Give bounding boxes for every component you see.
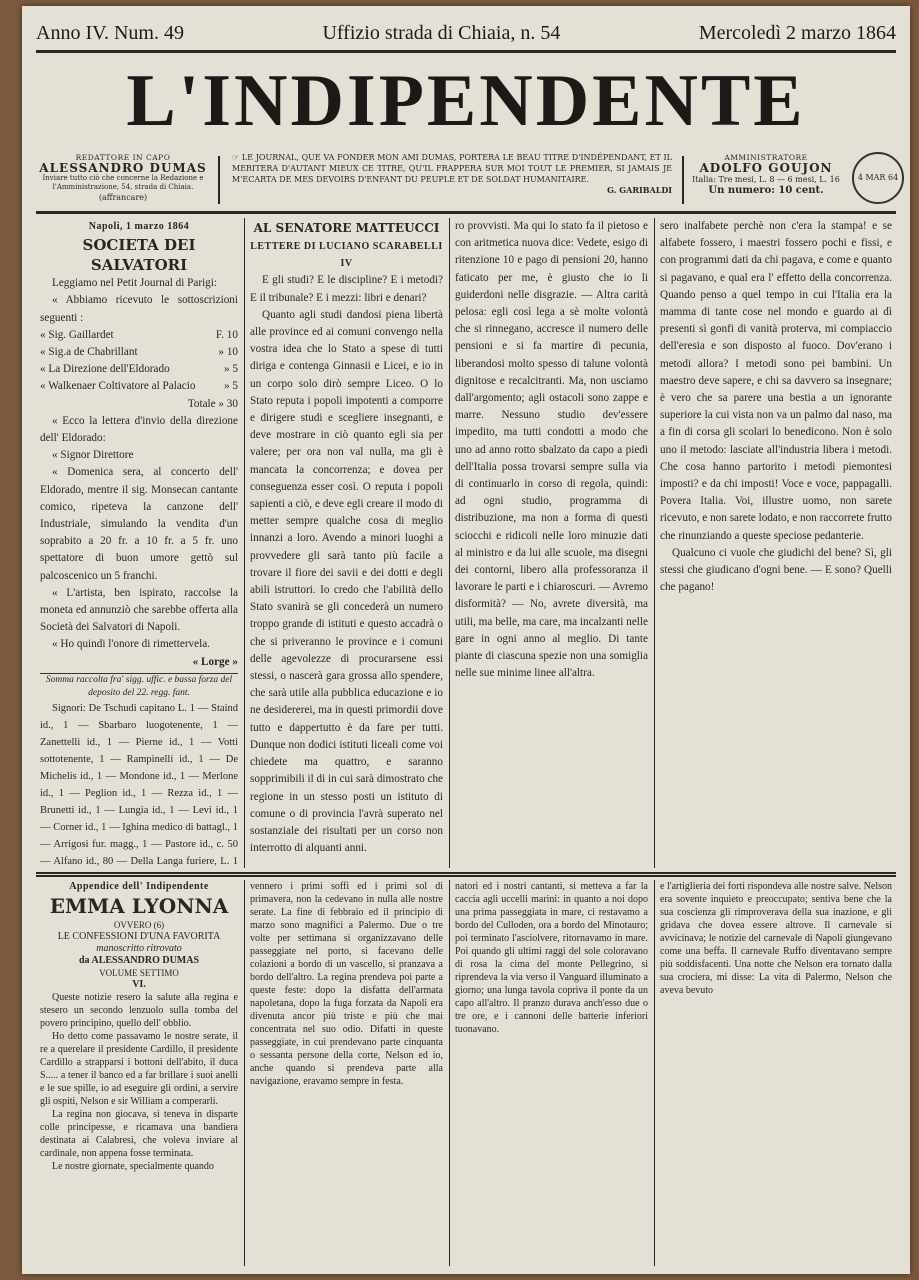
postal-stamp <box>852 152 904 204</box>
amount: » 5 <box>224 363 238 376</box>
paragraph: natori ed i nostri cantanti, si metteva a far la caccia agli uccelli marini: in quanto a noi dopo una prima passeggiata in mare, ci restavamo a bordo del Culloden, ora a bordo del Minotauro; poi terminato l'asciolvere, ritornavamo in mare. Poi quando gli ultimi raggi del sole coloravano di rosa la cima del monte Pellegrino, si riprendeva la via verso il Vanguard illuminato a giorno; una lunga tavola copriva il ponte da un capo all'altro. Il pranzo durava anch'esso due o tre ore, e i cannoni delle batterie inferiori tuonavano. <box>455 881 648 1035</box>
paragraph: « Signor Direttore <box>52 449 134 462</box>
paragraph: Quanto agli studi dandosi piena libertà alle province ed ai comuni convengo nella vostra idea che lo Stato a spese di tutti diriga e contenga Ginnasii e Licei, e io in un corpo solo dirò sempre Liceo. O lo Stato reputa i popoli impotenti a comporre e dirigere studi e scegliere insegnanti, e deve mostrare in ciò quanto egli sia per valere; per ora non val nulla, ma gli è mancata la concorrenza; e dovea per conseguenza esser così. O reputa i popoli sapienti a ciò, e deve egli creare il modo di metter sempre qualche cosa di meglio innanzi a loro. Avendo a minori luoghi a provvedere gli sarà tanto più facile a trovare il fiore dei savii e dei dotti e degli abili istruttori. Io credo che l'abilità dello Stato svanirà se gli concederà un numero troppo grande di istituti e questo accadrà o che si priveranno le province e i comuni delle agevolezze di procurarsene essi stessi, o nascerà gara grossa allo spendere, che sarà utile alla pubblica educazione e io ne desidererei, ma in questi primordii dove tutto e dappertutto è da fare per tutti. Dunque non dodici istituti liceali come voi chiedete ma quattro, e saranno sopprimibili il di in cui sarà dimostrato che regione in un stesso posti un istituto di comune o di provincia l'avrà superato nel sostanziale dei risultati per un corso non interrotto di alquanti anni. <box>250 308 443 855</box>
divider <box>218 156 220 204</box>
total: Totale » 30 <box>187 397 238 410</box>
editor-note2: (affrancare) <box>98 193 148 202</box>
paragraph: « Abbiamo ricevuto le sottoscrizioni seguenti : <box>40 294 238 324</box>
novel-subtitle: LE CONFESSIONI D'UNA FAVORITA <box>57 931 221 942</box>
paragraph: vennero i primi soffi ed i primi sol di primavera, non la cedevano in nulla alle nostre serate. La fine di febbraio ed il principio di marzo sono magnifici a Palermo. Due o tre volte per settimana si organizzavano delle passeggiate nel porto, si facevano delle colazioni a bordo di un vascello, si pranzava a bordo dell'altro. La regina prendeva poi parte a queste feste: dopo la disfatta dell'armata napoletana, dopo la fuga forzata da Napoli era divenuta ancor più triste e più che mai concentrata nel suo odio. Difatti in queste passeggiate, in cui prendevano parte cinquanta o sessanta persone della corte, Nelson ed io, anche quando si prendeva parte alla navigazione, eravamo sempre in festa. <box>250 881 443 1087</box>
stamp-text: 4 MAR 64 <box>857 173 899 182</box>
installment-number: (6) <box>153 920 165 930</box>
collection-title: Somma raccolta fra' sigg. uffic. e bassa forza del deposito del 22. regg. fant. <box>40 673 238 700</box>
subscriber: « La Direzione dell'Eldorado <box>40 363 170 376</box>
admin-name: ADOLFO GOUJON <box>699 161 833 175</box>
paragraph: Signori: De Tschudi capitano L. 1 — Staind id., 1 — Sbarbaro luogotenente, 1 — Zanettelli id., 1 — Pierne id., 1 — Votti sottotenente, 1 — Rampinelli id., 1 — De Michelis id., 1 — Mondone id., 1 — Merlone id., 1 — Peglion id., 1 — Rezza id., 1 — Brunetti id., 1 — Lungia id., 1 — Levi id., 1 — Corner id., 1 — Ighina medico di battagl., 1 — Arrigosi fur. magg., 1 — Pastore id., c. 50 — Alfano id., 80 — Della Langa furiere, L. 1 <box>40 702 238 867</box>
subscription-row <box>40 344 238 361</box>
subscription-row <box>40 378 238 395</box>
appendix-column-1 <box>34 880 244 1270</box>
paragraph: « Domenica sera, al concerto dell' Eldorado, mentre il sig. Monsecan cantante comico, ripeteva la canzone dell' Industriale, simulando la vendita d'un soprabito a 20 fr. a 10 fr. a 5 fr. uno spettatore di buon umore gettò sul palcoscenico un 5 franchi. <box>40 466 238 582</box>
paragraph: « Ho quindi l'onore di rimettervela. <box>52 638 210 651</box>
appendix-column-3 <box>449 880 654 1270</box>
issue-line <box>36 18 896 48</box>
quote-text: LE JOURNAL, QUE VA FONDER MON AMI DUMAS, PORTERA LE BEAU TITRE D'INDÉPENDANT, ET IL MERITERA D'AUTANT MIEUX CE TITRE, QU'IL FRAPPERA SUR MOI TOUT LE PREMIER, SI JAMAIS JE M'ECARTA DE MES DEVOIRS D'ENFANT DU PEUPLE ET DE SOLDAT HUMANITAIRE. <box>232 153 672 184</box>
appendix-divider <box>36 872 896 877</box>
paragraph: e l'artiglieria dei forti rispondeva alle nostre salve. Nelson era sovente inquieto e preoccupato; sentiva bene che la sua coscienza gli rimproverava della sua inazione, e gli gridava che dovea essere altrove. Il carnevale si avvicinava; le notizie del carnevale di Napoli giungevano come una beffa. Il carnevale Ruffo diventavano sempre più soddisfacenti. Una notte che Nelson era tornato dalla sua crociera, mi disse: La vita di Palermo, Nelson che aveva bevuto <box>660 881 892 996</box>
column-4 <box>654 218 898 870</box>
signature: « Lorge » <box>192 655 238 668</box>
amount: » 5 <box>224 380 238 393</box>
editor-name: ALESSANDRO DUMAS <box>39 161 207 175</box>
chapter-number: VI. <box>132 979 146 990</box>
newspaper-title: L'INDIPENDENTE <box>126 60 806 142</box>
single-copy-price: Un numero: 10 cent. <box>708 185 824 196</box>
paragraph: Qualcuno ci vuole che giudichi del bene? Sì, gli stessi che giudicano d'ogni bene. — E sono? Quelli che pagano! <box>660 546 892 594</box>
dateline: Napoli, 1 marzo 1864 <box>88 221 190 232</box>
subscription-price: Italia: Tre mesi, L. 8 — 6 mesi, L. 16 <box>692 175 840 184</box>
article-heading: AL SENATORE MATTEUCCI <box>253 221 440 235</box>
hand-pointer-icon: ☞ <box>232 153 242 162</box>
subscription-row <box>40 361 238 378</box>
paragraph: « Ecco la lettera d'invio della direzione dell' Eldorado: <box>40 414 238 445</box>
amount: F. 10 <box>215 328 238 341</box>
appendix-column-2 <box>244 880 449 1270</box>
office-address: Uffizio strada di Chiaia, n. 54 <box>322 21 561 44</box>
volume: VOLUME SETTIMO <box>99 968 179 978</box>
issue-number: Anno IV. Num. 49 <box>36 21 184 44</box>
divider <box>36 50 896 53</box>
paragraph: La regina non giocava, si teneva in disparte colle principesse, e ricamava una bandiera destinata ai Calabresi, che voleva inviare al cardinale, non appena fosse terminata. <box>40 1109 238 1159</box>
manuscript-note: manoscritto ritrovato <box>96 943 182 954</box>
article-heading: SOCIETA DEI SALVATORI <box>82 236 196 275</box>
paragraph: E gli studi? E le discipline? E i metodi? E il tribunale? E i mezzi: libri e denari? <box>250 274 443 304</box>
paragraph: « L'artista, ben ispirato, raccolse la moneta ed annunziò che sarebbe offerta alla Società dei Salvatori di Napoli. <box>40 586 238 634</box>
paragraph: Leggiamo nel Petit Journal di Parigi: <box>52 277 217 290</box>
subscriber: « Sig.a de Chabrillant <box>40 346 138 359</box>
admin-role: AMMINISTRATORE <box>724 153 808 162</box>
editor-role: REDATTORE IN CAPO <box>75 153 171 162</box>
issue-date: Mercoledì 2 marzo 1864 <box>698 21 896 44</box>
amount: » 10 <box>218 346 238 359</box>
editor-box <box>34 152 212 208</box>
novel-title: EMMA LYONNA <box>49 894 229 918</box>
column-2 <box>244 218 449 870</box>
letter-number: IV <box>340 258 353 270</box>
appendix-label: Appendice dell' Indipendente <box>69 881 209 892</box>
paragraph: Queste notizie resero la salute alla regina e stesero un secondo lenzuolo sulla tomba del povero principino, quello dell' obblio. <box>40 992 238 1029</box>
appendix-column-4 <box>654 880 898 1270</box>
article-subheading: LETTERE DI LUCIANO SCARABELLI <box>250 241 443 252</box>
administrator-box <box>686 152 846 208</box>
novel-author: da ALESSANDRO DUMAS <box>78 955 200 966</box>
divider <box>682 156 684 204</box>
ovvero: OVVERO <box>113 920 152 930</box>
subscription-row <box>40 327 238 344</box>
column-1 <box>34 218 244 870</box>
paragraph: ro provvisti. Ma qui lo stato fa il pietoso e con aritmetica nuova dice: Vedete, esigo di ritenzione 10 e pago di pensioni 20, hanno faticato per me, è giusto che io li guiderdoni nelle disgrazie. — Altra carità pelosa: egli così lega a sè molte volontà che si rinnegano, accresce il numero delle pensioni e si fa martire di pecunia, liberandosi molto spesso di talune volontà dignitose e recalcitranti. Ma, non usciamo dall'argomento; agli ostacoli sono zappe e marre. Nessuno studio dev'essere impedito, ma tutti condotti a modo che uno ad anno rotto sbalzato da capo a piedi dell'Italia possa trovarsi sempre sulla via di continuarlo in corso di regola, quindi: ad ogni studio, programma di distribuzione, ma non a forma di questi sciocchi e ridicoli nelle loro minuzie dati al ministro e da lui alle scuole, ma disegni dei contorni, libero alla professoranza il lavorare le parti e i chiaroscuri. — Avremo disformità? — No, avrete diversità, ma utili, ma belle, ma care, ma incalzanti nelle gare in ogni anno al meglio. Di tante piante di ciascuna spezie non una somiglia nelle sue minime linee all'altra. <box>455 220 648 680</box>
ovvero-line <box>40 919 238 931</box>
divider <box>36 211 896 214</box>
editor-note: Inviare tutto ciò che concerne la Redazione e l'Amministrazione, 54, strada di Chiaia. <box>42 174 204 191</box>
newspaper-page <box>22 6 910 1274</box>
quote-signature: G. GARIBALDI <box>607 185 672 195</box>
subscriber: « Walkenaer Coltivatore al Palacio <box>40 380 196 393</box>
paragraph: Ho detto come passavamo le nostre serate, il re a querelare il presidente Cardillo, il presidente Cardillo a strapparsi i bottoni dell'abito, il duca S..... a tener il banco ed a far brillare i suoi anelli e le sue spille, io ad eseguire gli ordini, a servire gli ospiti, Nelson e sir William a comperarli. <box>40 1031 238 1107</box>
garibaldi-quote <box>232 152 672 208</box>
paragraph: sero inalfabete perchè non c'era la stampa! e se alfabete fossero, i maestri fossero pochi e fissi, e con programmi dati da chi pagava, e come e quanto si pagavano, e qual era l' effetto della concorrenza. Quando penso a quel tempo in cui l'Italia era la mamma di tante cose nel mondo e guardo ai dì presenti sì gonfi di vanità proterva, mi compiaccio dell'eresia e son disposto al fuoco. Dov'erano i metodi allora? I metodi sono pei bambini. Un maestro deve sapere, e chi sa davvero sa insegnare; è vero che sa parere una bestia a un ignorante superiore la cui vista non va un palmo dal naso, ma a fin di corsa gli scolari lo benedicono. Non è solo uno il metodo: lasciate all'industria libera i metodi. Che cosa hanno partorito i metodi piemontesi imposti? e da chi imposti! Voce e voce, pappagalli. Povera Italia. Voi, illustre uomo, non sarete ricevuto, e non sarete lodato, e non raccorrete frutto che rinunziando a queste speciose pedanterie. <box>660 220 892 542</box>
subscriber: « Sig. Gaillardet <box>40 328 114 341</box>
column-3 <box>449 218 654 870</box>
paragraph: Le nostre giornate, specialmente quando <box>52 1161 214 1172</box>
